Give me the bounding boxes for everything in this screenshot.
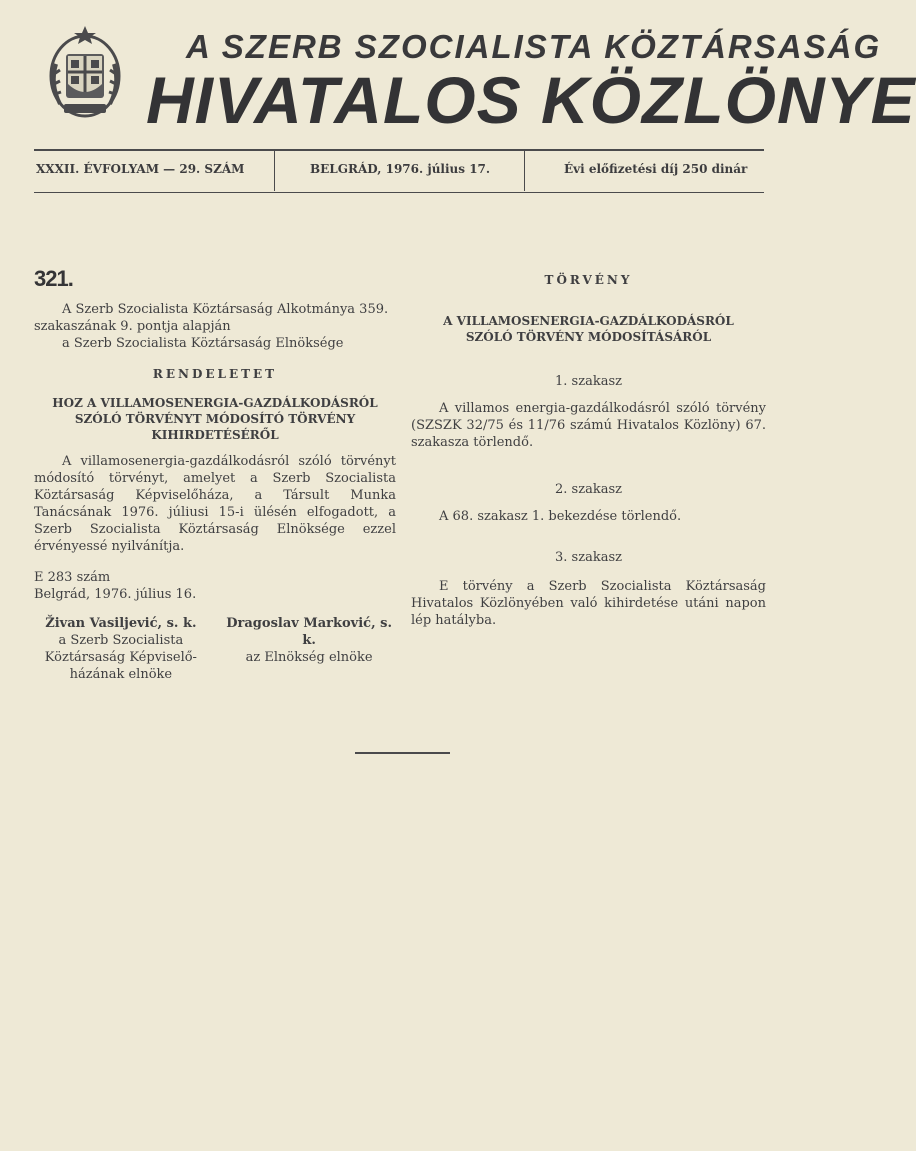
signature-2 xyxy=(222,615,396,683)
signatory-title: a Szerb Szocialista xyxy=(58,633,184,648)
section-title: 2. szakasz xyxy=(555,482,622,497)
coat-of-arms-icon xyxy=(46,24,124,122)
info-separator xyxy=(274,151,275,191)
decree-heading: HOZ A VILLAMOSENERGIA-GAZDÁLKODÁSRÓL SZÓLÓ TÖRVÉNYT MÓDOSÍTÓ TÖRVÉNY KIHIRDETÉSÉRŐL xyxy=(52,396,378,442)
reference-date: Belgrád, 1976. július 16. xyxy=(34,587,197,602)
section-text: A villamos energia-gazdálkodásról szóló törvény (SZSZK 32/75 és 11/76 számú Hivatalos Közlöny) 67. szakasza törlendő. xyxy=(411,401,766,450)
preamble xyxy=(34,301,396,352)
right-column xyxy=(411,262,766,629)
volume-number: XXXII. ÉVFOLYAM — 29. SZÁM xyxy=(36,162,245,176)
signatures xyxy=(34,615,396,683)
law-heading: A VILLAMOSENERGIA-GAZDÁLKODÁSRÓL SZÓLÓ TÖRVÉNY MÓDOSÍTÁSÁRÓL xyxy=(443,314,734,344)
section-text: A 68. szakasz 1. bekezdése törlendő. xyxy=(439,509,682,524)
signature-1 xyxy=(34,615,208,683)
signatory-title: az Elnökség elnöke xyxy=(245,650,373,665)
signatory-title: Köztársaság Képviselő- xyxy=(44,650,197,665)
document-number: 321. xyxy=(34,266,73,291)
section-text: E törvény a Szerb Szocialista Köztársaság Hivatalos Közlönyében való kihirdetése utáni napon lép hatályba. xyxy=(411,579,766,628)
reference-number: E 283 szám xyxy=(34,570,111,585)
preamble-line: a Szerb Szocialista Köztársaság Elnöksége xyxy=(62,336,344,351)
section-title: 3. szakasz xyxy=(555,550,622,565)
signatory-name: Dragoslav Marković, s. k. xyxy=(226,616,392,648)
issue-place-date: BELGRÁD, 1976. július 17. xyxy=(310,162,491,176)
reference-block xyxy=(34,569,396,603)
signatory-title: házának elnöke xyxy=(69,667,173,682)
law-type: TÖRVÉNY xyxy=(544,273,633,287)
signatory-name: Živan Vasiljević, s. k. xyxy=(45,616,197,631)
preamble-line: A Szerb Szocialista Köztársaság Alkotmánya 359. xyxy=(62,302,389,317)
section-title: 1. szakasz xyxy=(555,374,622,389)
preamble-line: szakaszának 9. pontja alapján xyxy=(34,319,231,334)
info-separator xyxy=(524,151,525,191)
masthead-title: HIVATALOS KÖZLÖNYE xyxy=(146,63,916,137)
end-rule xyxy=(355,752,450,754)
masthead-rule xyxy=(34,149,764,151)
left-column xyxy=(34,262,396,683)
decree-type: RENDELETET xyxy=(152,367,278,381)
subscription-fee: Évi előfizetési díj 250 dinár xyxy=(564,162,748,176)
decree-body: A villamosenergia-gazdálkodásról szóló törvényt módosító törvényt, amelyet a Szerb Szocialista Köztársaság Képviselőháza, a Társult Munka Tanácsának 1976. júliusi 15-i ülésén elfogadott, a Szerb Szocialista Köztársaság Elnöksége ezzel érvényessé nyilvánítja. xyxy=(34,454,396,554)
info-rule xyxy=(34,192,764,193)
masthead-subtitle: A SZERB SZOCIALISTA KÖZTÁRSASÁG xyxy=(186,28,882,65)
